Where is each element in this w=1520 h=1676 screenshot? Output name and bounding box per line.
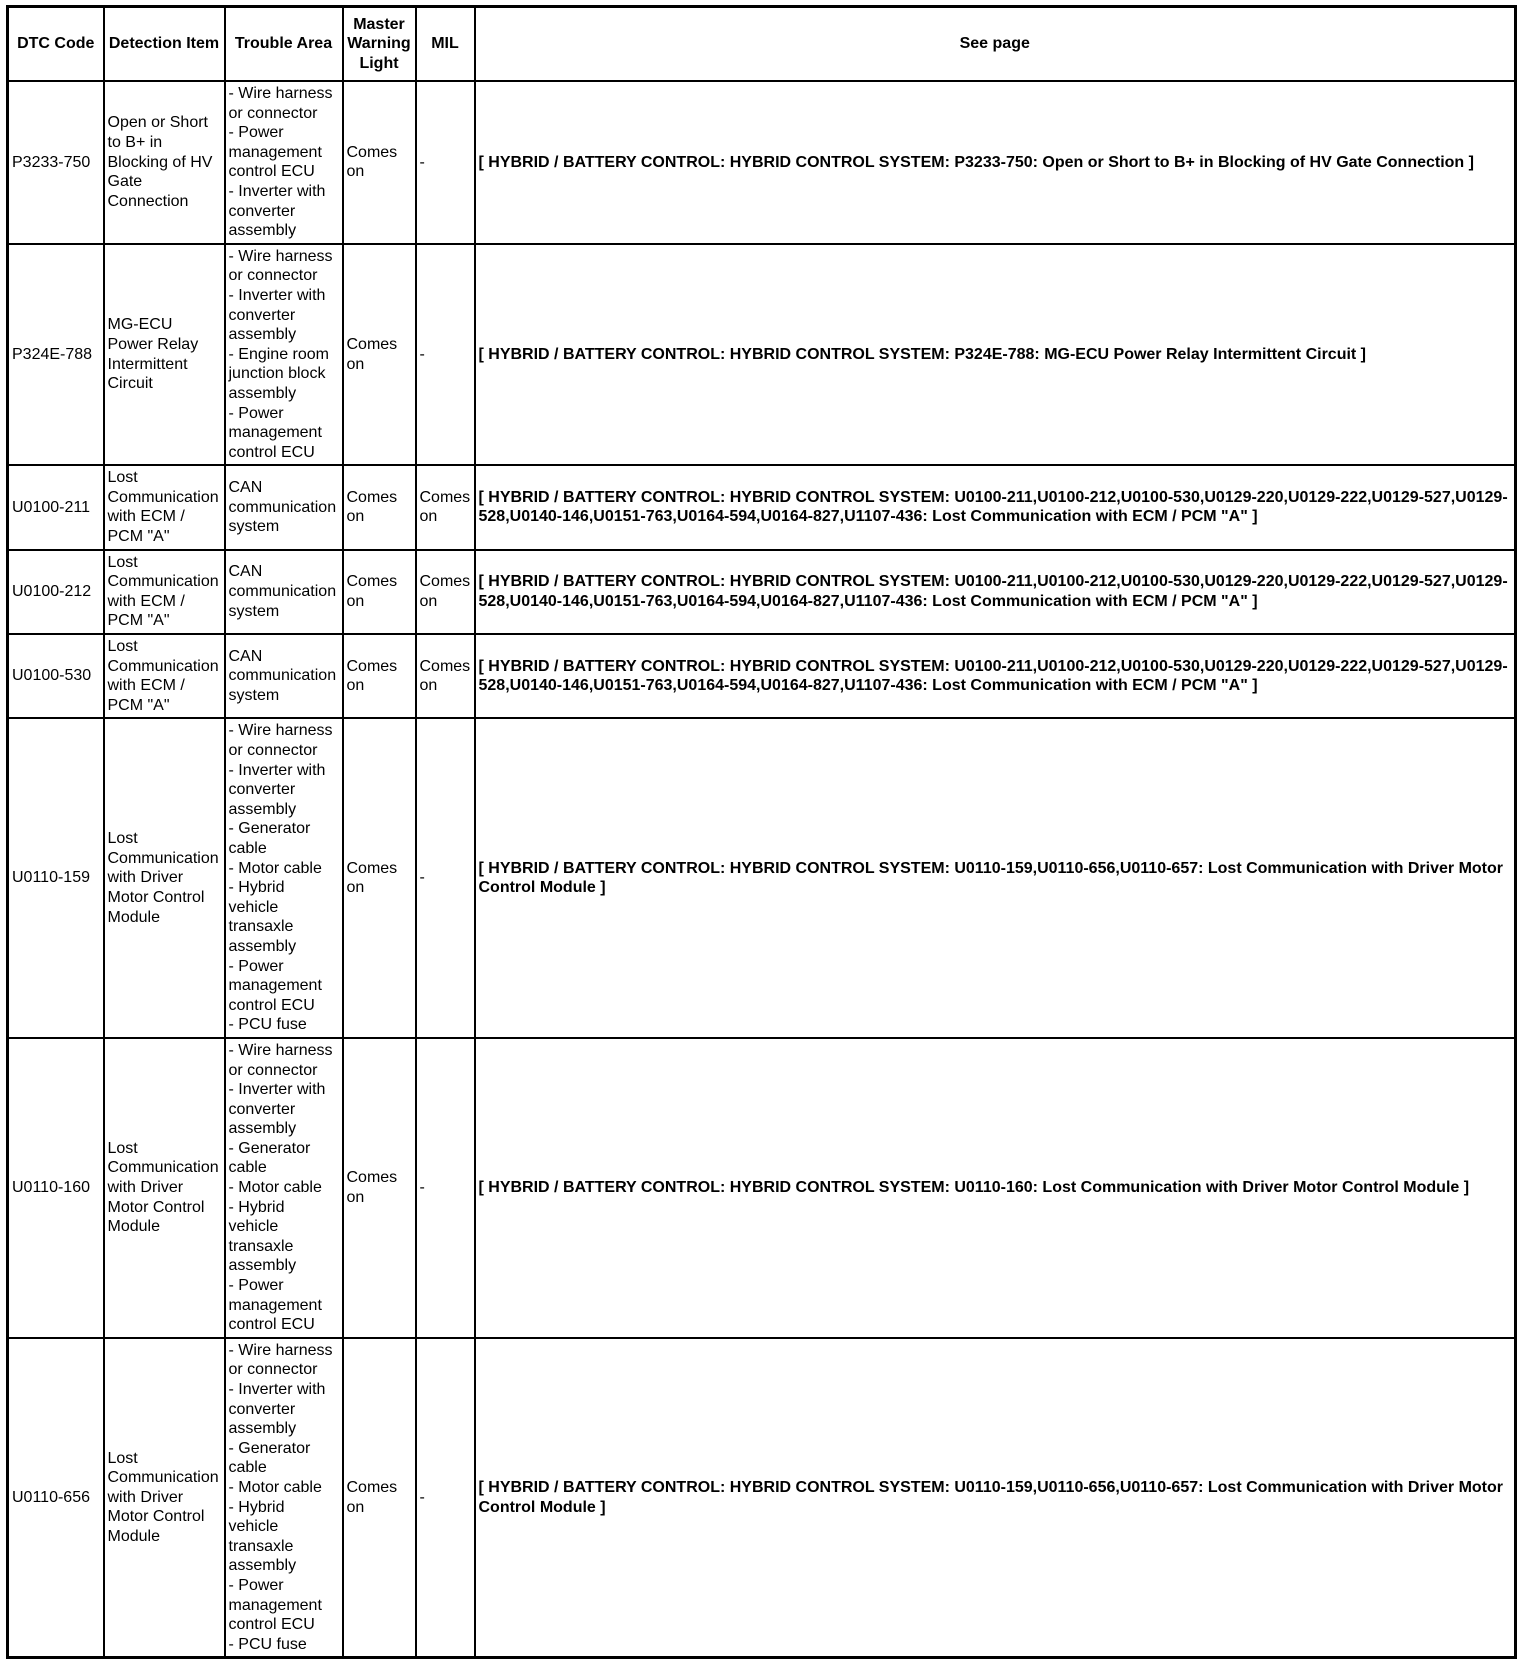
trouble-area-item: - Hybrid vehicle transaxle assembly: [228, 1498, 297, 1575]
table-body: [8, 81, 1516, 1658]
master-warning-light-cell: Comes on: [343, 1338, 416, 1658]
see-page-cell: [ HYBRID / BATTERY CONTROL: HYBRID CONTROL SYSTEM: P3233-750: Open or Short to B+ in Blocking of HV Gate Connection ]: [475, 81, 1516, 244]
trouble-area-item: - Wire harness or connector: [228, 1341, 333, 1379]
trouble-area-item: - Inverter with converter assembly: [228, 182, 326, 240]
dtc-code-cell: U0100-212: [8, 550, 104, 634]
trouble-area-item: - Motor cable: [228, 1478, 322, 1496]
see-page-cell: [ HYBRID / BATTERY CONTROL: HYBRID CONTROL SYSTEM: U0110-159,U0110-656,U0110-657: Lost Communication with Driver Motor Control Module ]: [475, 718, 1516, 1038]
detection-item-cell: Lost Communication with Driver Motor Control Module: [104, 1338, 225, 1658]
dtc-code-cell: P324E-788: [8, 244, 104, 466]
see-page-cell: [ HYBRID / BATTERY CONTROL: HYBRID CONTROL SYSTEM: U0100-211,U0100-212,U0100-530,U0129-220,U0129-222,U0129-527,U0129-528,U0140-146,U0151-763,U0164-594,U0164-827,U1107-436: Lost Communication with ECM / PCM "A" ]: [475, 550, 1516, 634]
trouble-area-item: - Hybrid vehicle transaxle assembly: [228, 879, 297, 955]
master-warning-light-cell: Comes on: [343, 718, 416, 1038]
trouble-area-cell: [225, 634, 343, 718]
trouble-area-item: - Wire harness or connector: [228, 247, 333, 285]
mil-cell: -: [416, 244, 475, 466]
trouble-area-cell: [225, 1338, 343, 1658]
detection-item-cell: Lost Communication with Driver Motor Control Module: [104, 718, 225, 1038]
master-warning-light-cell: Comes on: [343, 465, 416, 549]
dtc-code-cell: U0110-159: [8, 718, 104, 1038]
mil-cell: -: [416, 81, 475, 244]
mil-cell: -: [416, 1338, 475, 1658]
trouble-area-item: - Engine room junction block assembly: [228, 345, 329, 402]
trouble-area-item: CAN communication system: [228, 479, 337, 536]
mil-cell: Comes on: [416, 634, 475, 718]
mil-cell: -: [416, 1038, 475, 1338]
detection-item-cell: Open or Short to B+ in Blocking of HV Gate Connection: [104, 81, 225, 244]
trouble-area-item: - Inverter with converter assembly: [228, 286, 326, 344]
master-warning-light-cell: Comes on: [343, 81, 416, 244]
see-page-cell: [ HYBRID / BATTERY CONTROL: HYBRID CONTROL SYSTEM: P324E-788: MG-ECU Power Relay Intermittent Circuit ]: [475, 244, 1516, 466]
trouble-area-item: - Motor cable: [228, 1179, 322, 1197]
master-warning-light-cell: Comes on: [343, 1038, 416, 1338]
table-row: [8, 81, 1516, 244]
trouble-area-item: CAN communication system: [228, 647, 337, 705]
header-detection-item: Detection Item: [104, 7, 225, 82]
table-row: [8, 634, 1516, 718]
dtc-table: [6, 5, 1517, 1659]
trouble-area-cell: [225, 550, 343, 634]
master-warning-light-cell: Comes on: [343, 550, 416, 634]
see-page-cell: [ HYBRID / BATTERY CONTROL: HYBRID CONTROL SYSTEM: U0110-159,U0110-656,U0110-657: Lost Communication with Driver Motor Control Module ]: [475, 1338, 1516, 1658]
table-row: [8, 465, 1516, 549]
trouble-area-item: - PCU fuse: [228, 1635, 307, 1653]
detection-item-cell: Lost Communication with Driver Motor Control Module: [104, 1038, 225, 1338]
trouble-area-item: - Motor cable: [228, 859, 322, 877]
header-master-warning-light: Master Warning Light: [343, 7, 416, 82]
trouble-area-item: - Wire harness or connector: [228, 1041, 333, 1079]
header-dtc-code: DTC Code: [8, 7, 104, 82]
master-warning-light-cell: Comes on: [343, 244, 416, 466]
trouble-area-item: - Hybrid vehicle transaxle assembly: [228, 1198, 297, 1275]
dtc-code-cell: U0110-656: [8, 1338, 104, 1658]
dtc-code-cell: U0110-160: [8, 1038, 104, 1338]
trouble-area-cell: [225, 244, 343, 466]
trouble-area-item: CAN communication system: [228, 563, 337, 620]
trouble-area-item: - Power management control ECU: [228, 957, 322, 1014]
trouble-area-item: - Wire harness or connector: [228, 722, 333, 759]
trouble-area-item: - Power management control ECU: [228, 124, 322, 181]
detection-item-cell: MG-ECU Power Relay Intermittent Circuit: [104, 244, 225, 466]
header-see-page: See page: [475, 7, 1516, 82]
header-mil: MIL: [416, 7, 475, 82]
trouble-area-item: - Generator cable: [228, 1139, 311, 1177]
table-row: [8, 1038, 1516, 1338]
detection-item-cell: Lost Communication with ECM / PCM "A": [104, 465, 225, 549]
trouble-area-cell: [225, 1038, 343, 1338]
mil-cell: Comes on: [416, 465, 475, 549]
mil-cell: Comes on: [416, 550, 475, 634]
trouble-area-item: - Power management control ECU: [228, 404, 322, 461]
trouble-area-item: - Power management control ECU: [228, 1576, 322, 1634]
trouble-area-item: - Inverter with converter assembly: [228, 761, 326, 818]
trouble-area-item: - Generator cable: [228, 1439, 311, 1477]
trouble-area-item: - PCU fuse: [228, 1016, 307, 1034]
see-page-cell: [ HYBRID / BATTERY CONTROL: HYBRID CONTROL SYSTEM: U0110-160: Lost Communication with Driver Motor Control Module ]: [475, 1038, 1516, 1338]
table-row: [8, 244, 1516, 466]
trouble-area-item: - Wire harness or connector: [228, 85, 333, 122]
trouble-area-item: - Power management control ECU: [228, 1277, 322, 1334]
table-row: [8, 550, 1516, 634]
mil-cell: -: [416, 718, 475, 1038]
trouble-area-cell: [225, 81, 343, 244]
trouble-area-item: - Inverter with converter assembly: [228, 1081, 326, 1138]
table-row: [8, 718, 1516, 1038]
master-warning-light-cell: Comes on: [343, 634, 416, 718]
dtc-code-cell: P3233-750: [8, 81, 104, 244]
table-row: [8, 1338, 1516, 1658]
table-header-row: [8, 7, 1516, 82]
trouble-area-cell: [225, 718, 343, 1038]
trouble-area-item: - Inverter with converter assembly: [228, 1381, 326, 1438]
trouble-area-item: - Generator cable: [228, 820, 311, 857]
trouble-area-cell: [225, 465, 343, 549]
header-trouble-area: Trouble Area: [225, 7, 343, 82]
detection-item-cell: Lost Communication with ECM / PCM "A": [104, 634, 225, 718]
see-page-cell: [ HYBRID / BATTERY CONTROL: HYBRID CONTROL SYSTEM: U0100-211,U0100-212,U0100-530,U0129-220,U0129-222,U0129-527,U0129-528,U0140-146,U0151-763,U0164-594,U0164-827,U1107-436: Lost Communication with ECM / PCM "A" ]: [475, 465, 1516, 549]
dtc-code-cell: U0100-530: [8, 634, 104, 718]
see-page-cell: [ HYBRID / BATTERY CONTROL: HYBRID CONTROL SYSTEM: U0100-211,U0100-212,U0100-530,U0129-220,U0129-222,U0129-527,U0129-528,U0140-146,U0151-763,U0164-594,U0164-827,U1107-436: Lost Communication with ECM / PCM "A" ]: [475, 634, 1516, 718]
dtc-code-cell: U0100-211: [8, 465, 104, 549]
detection-item-cell: Lost Communication with ECM / PCM "A": [104, 550, 225, 634]
